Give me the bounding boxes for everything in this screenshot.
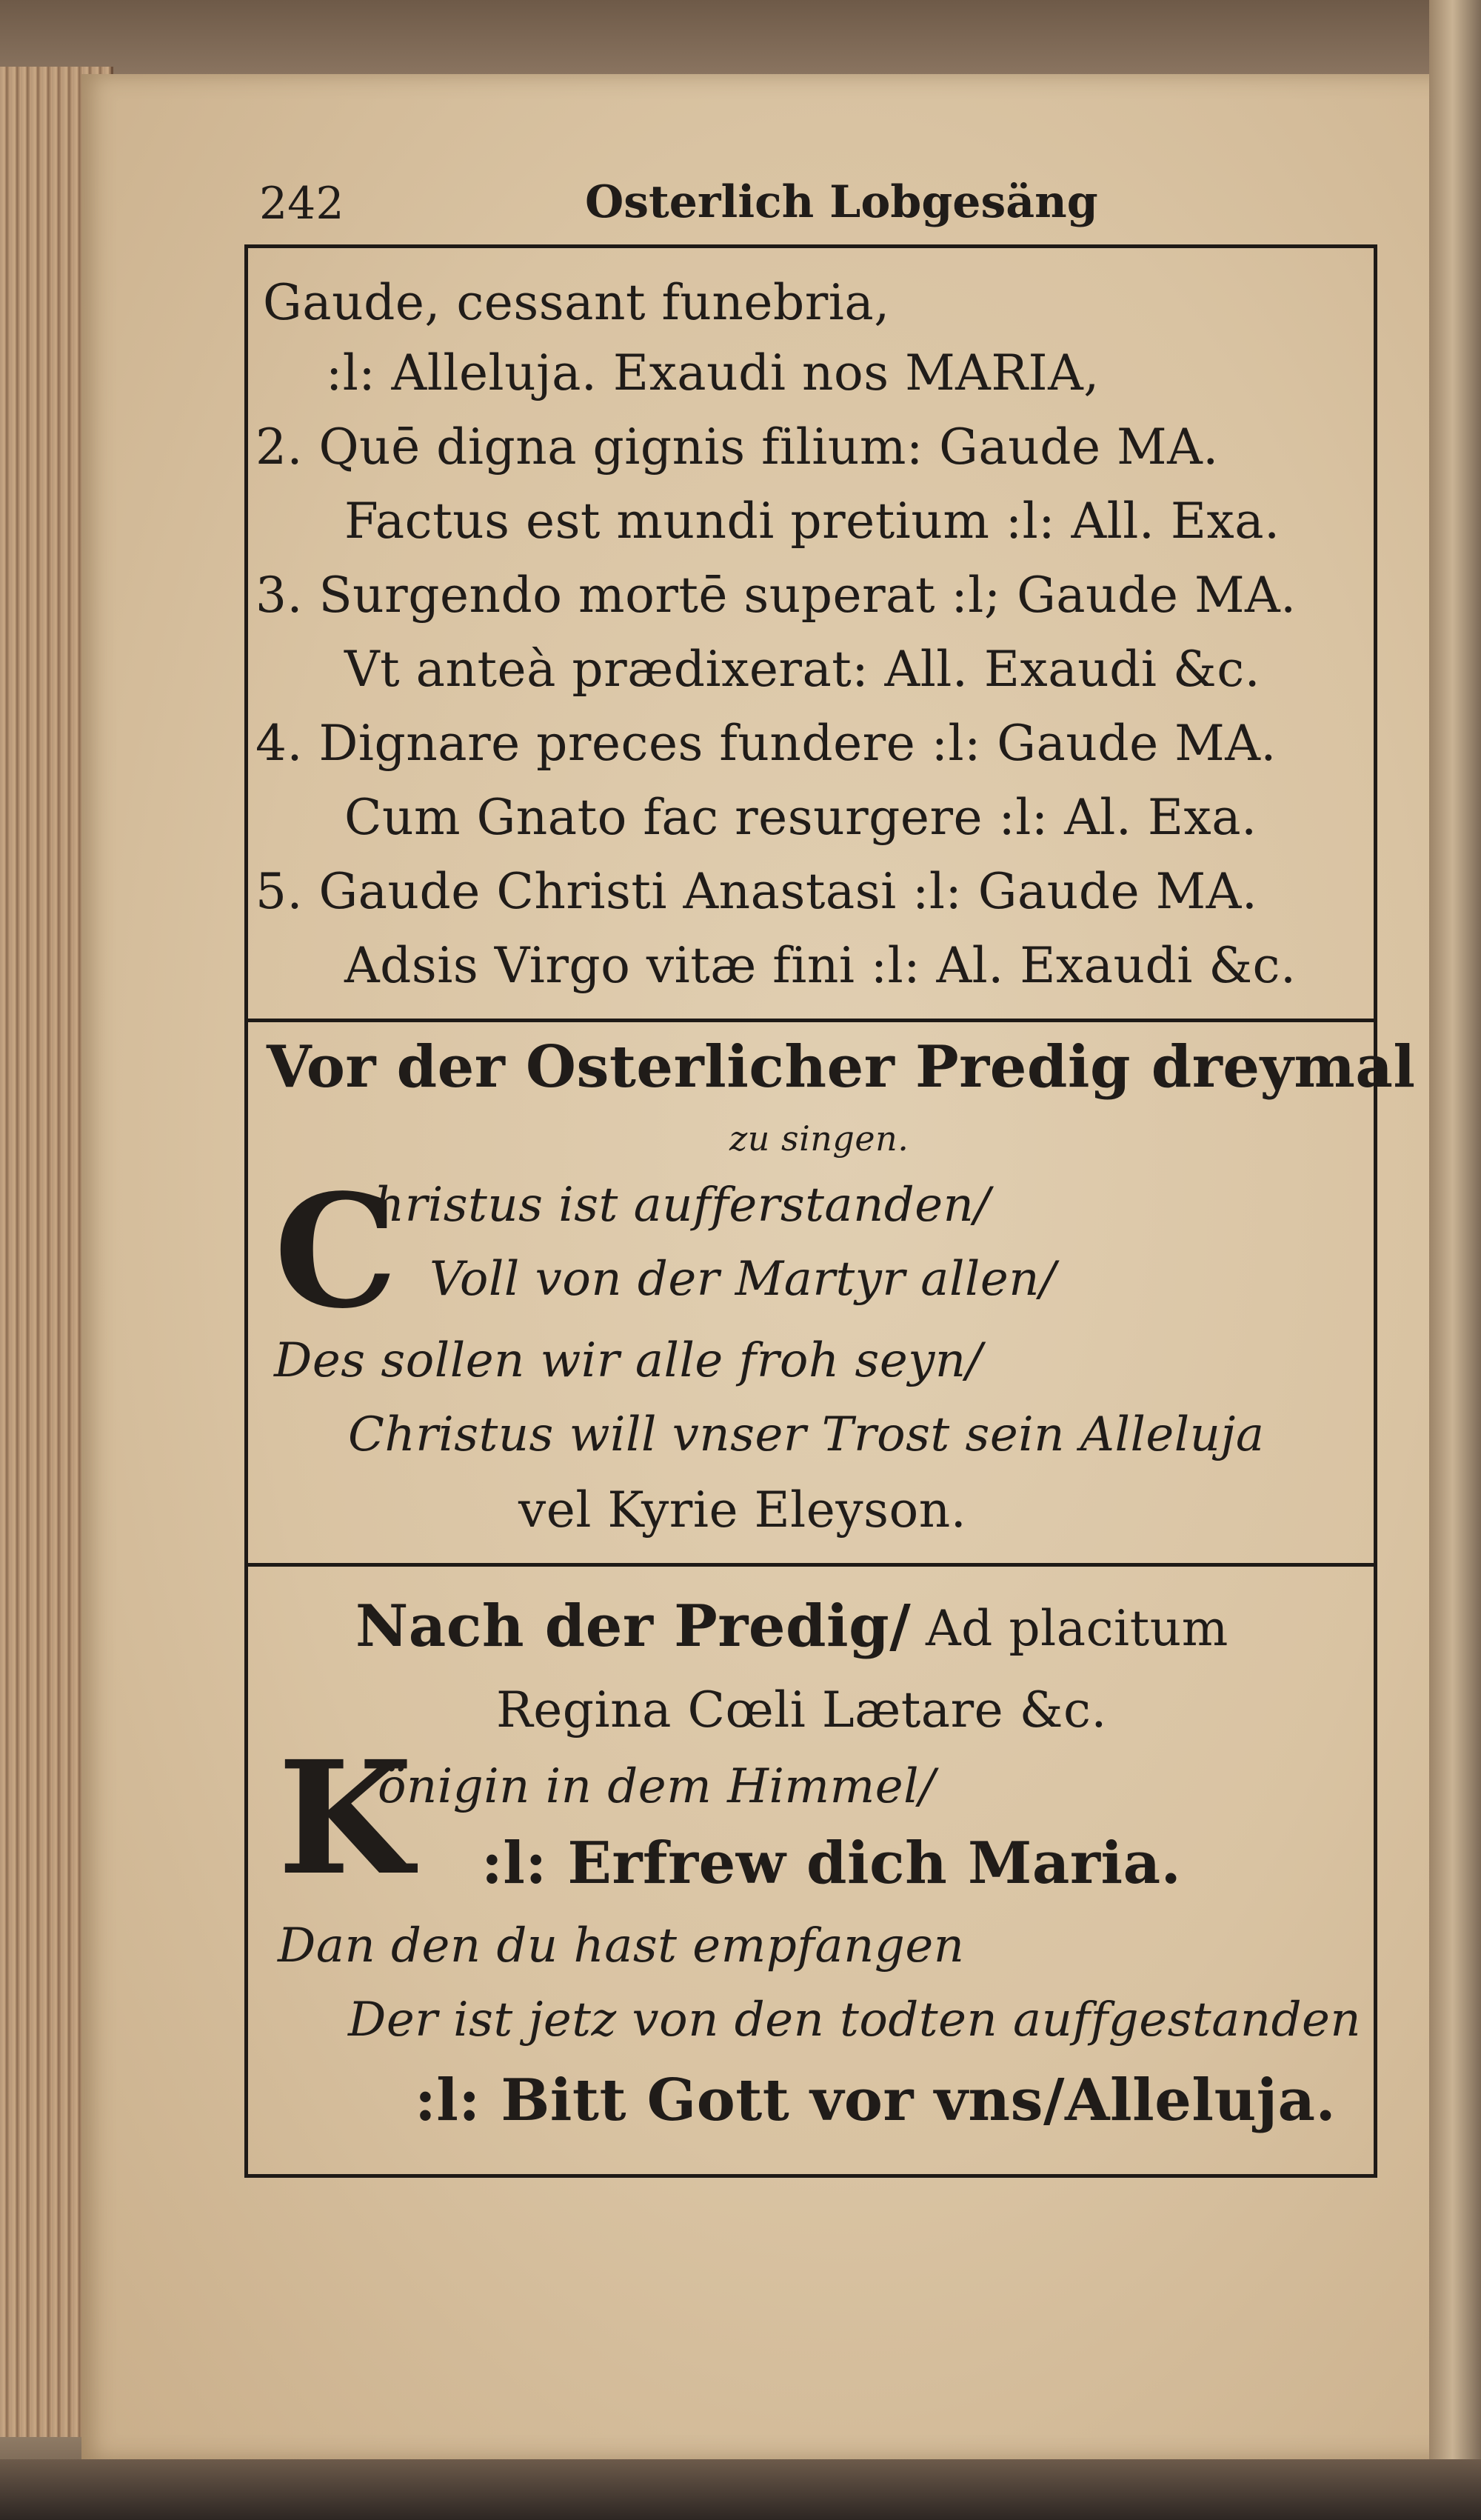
latin-line-4: Factus est mundi pretium :l: All. Exa. [344, 493, 1280, 550]
after-line-3: Dan den du hast empfangen [278, 1919, 965, 1973]
after-line-4: Der ist jetz von den todten auffgestanden [348, 1993, 1362, 2047]
latin-line-5: 3. Surgendo mortē superat :l; Gaude MA. [255, 567, 1297, 624]
easter-subheading: zu singen. [729, 1119, 909, 1159]
latin-line-10: Adsis Virgo vitæ fini :l: Al. Exaudi &c. [344, 937, 1297, 994]
easter-heading: Vor der Osterlicher Predig dreymal [267, 1033, 1416, 1101]
easter-initial: C [274, 1160, 398, 1343]
latin-line-3: 2. Quē digna gignis filium: Gaude MA. [255, 419, 1219, 476]
latin-line-6: Vt anteà prædixerat: All. Exaudi &c. [344, 641, 1261, 698]
latin-line-9: 5. Gaude Christi Anastasi :l: Gaude MA. [255, 863, 1258, 920]
easter-line-4: Christus will vnser Trost sein Alleluja [348, 1407, 1265, 1462]
easter-line-5: vel Kyrie Eleyson. [518, 1481, 967, 1539]
page-right-edge [1429, 0, 1481, 2520]
after-subheading: Regina Cœli Lætare &c. [496, 1681, 1107, 1739]
after-heading: Nach der Predig/ [355, 1593, 912, 1660]
latin-line-8: Cum Gnato fac resurgere :l: Al. Exa. [344, 789, 1257, 846]
easter-line-1: hristus ist aufferstanden/ [374, 1178, 991, 1233]
after-initial: K [278, 1727, 413, 1910]
latin-line-2: :l: Alleluja. Exaudi nos MARIA, [326, 344, 1100, 401]
section-rule-2 [244, 1563, 1374, 1567]
bottom-shadow [0, 2459, 1481, 2520]
section-rule-1 [244, 1019, 1374, 1022]
easter-line-2: Voll von der Martyr allen/ [429, 1252, 1057, 1307]
latin-line-7: 4. Dignare preces fundere :l: Gaude MA. [255, 715, 1277, 772]
after-line-1: önigin in dem Himmel/ [378, 1759, 936, 1814]
running-title: Osterlich Lobgesäng [585, 176, 1098, 228]
easter-line-3: Des sollen wir alle froh seyn/ [274, 1333, 983, 1388]
after-heading-latin: Ad placitum [926, 1600, 1228, 1657]
after-line-5: :l: Bitt Gott vor vns/Alleluja. [415, 2067, 1337, 2134]
bottom-rule [244, 2174, 1374, 2178]
after-line-2: :l: Erfrew dich Maria. [481, 1830, 1182, 1897]
page-number: 242 [259, 178, 344, 230]
latin-line-1: Gaude, cessant funebria, [263, 274, 890, 331]
